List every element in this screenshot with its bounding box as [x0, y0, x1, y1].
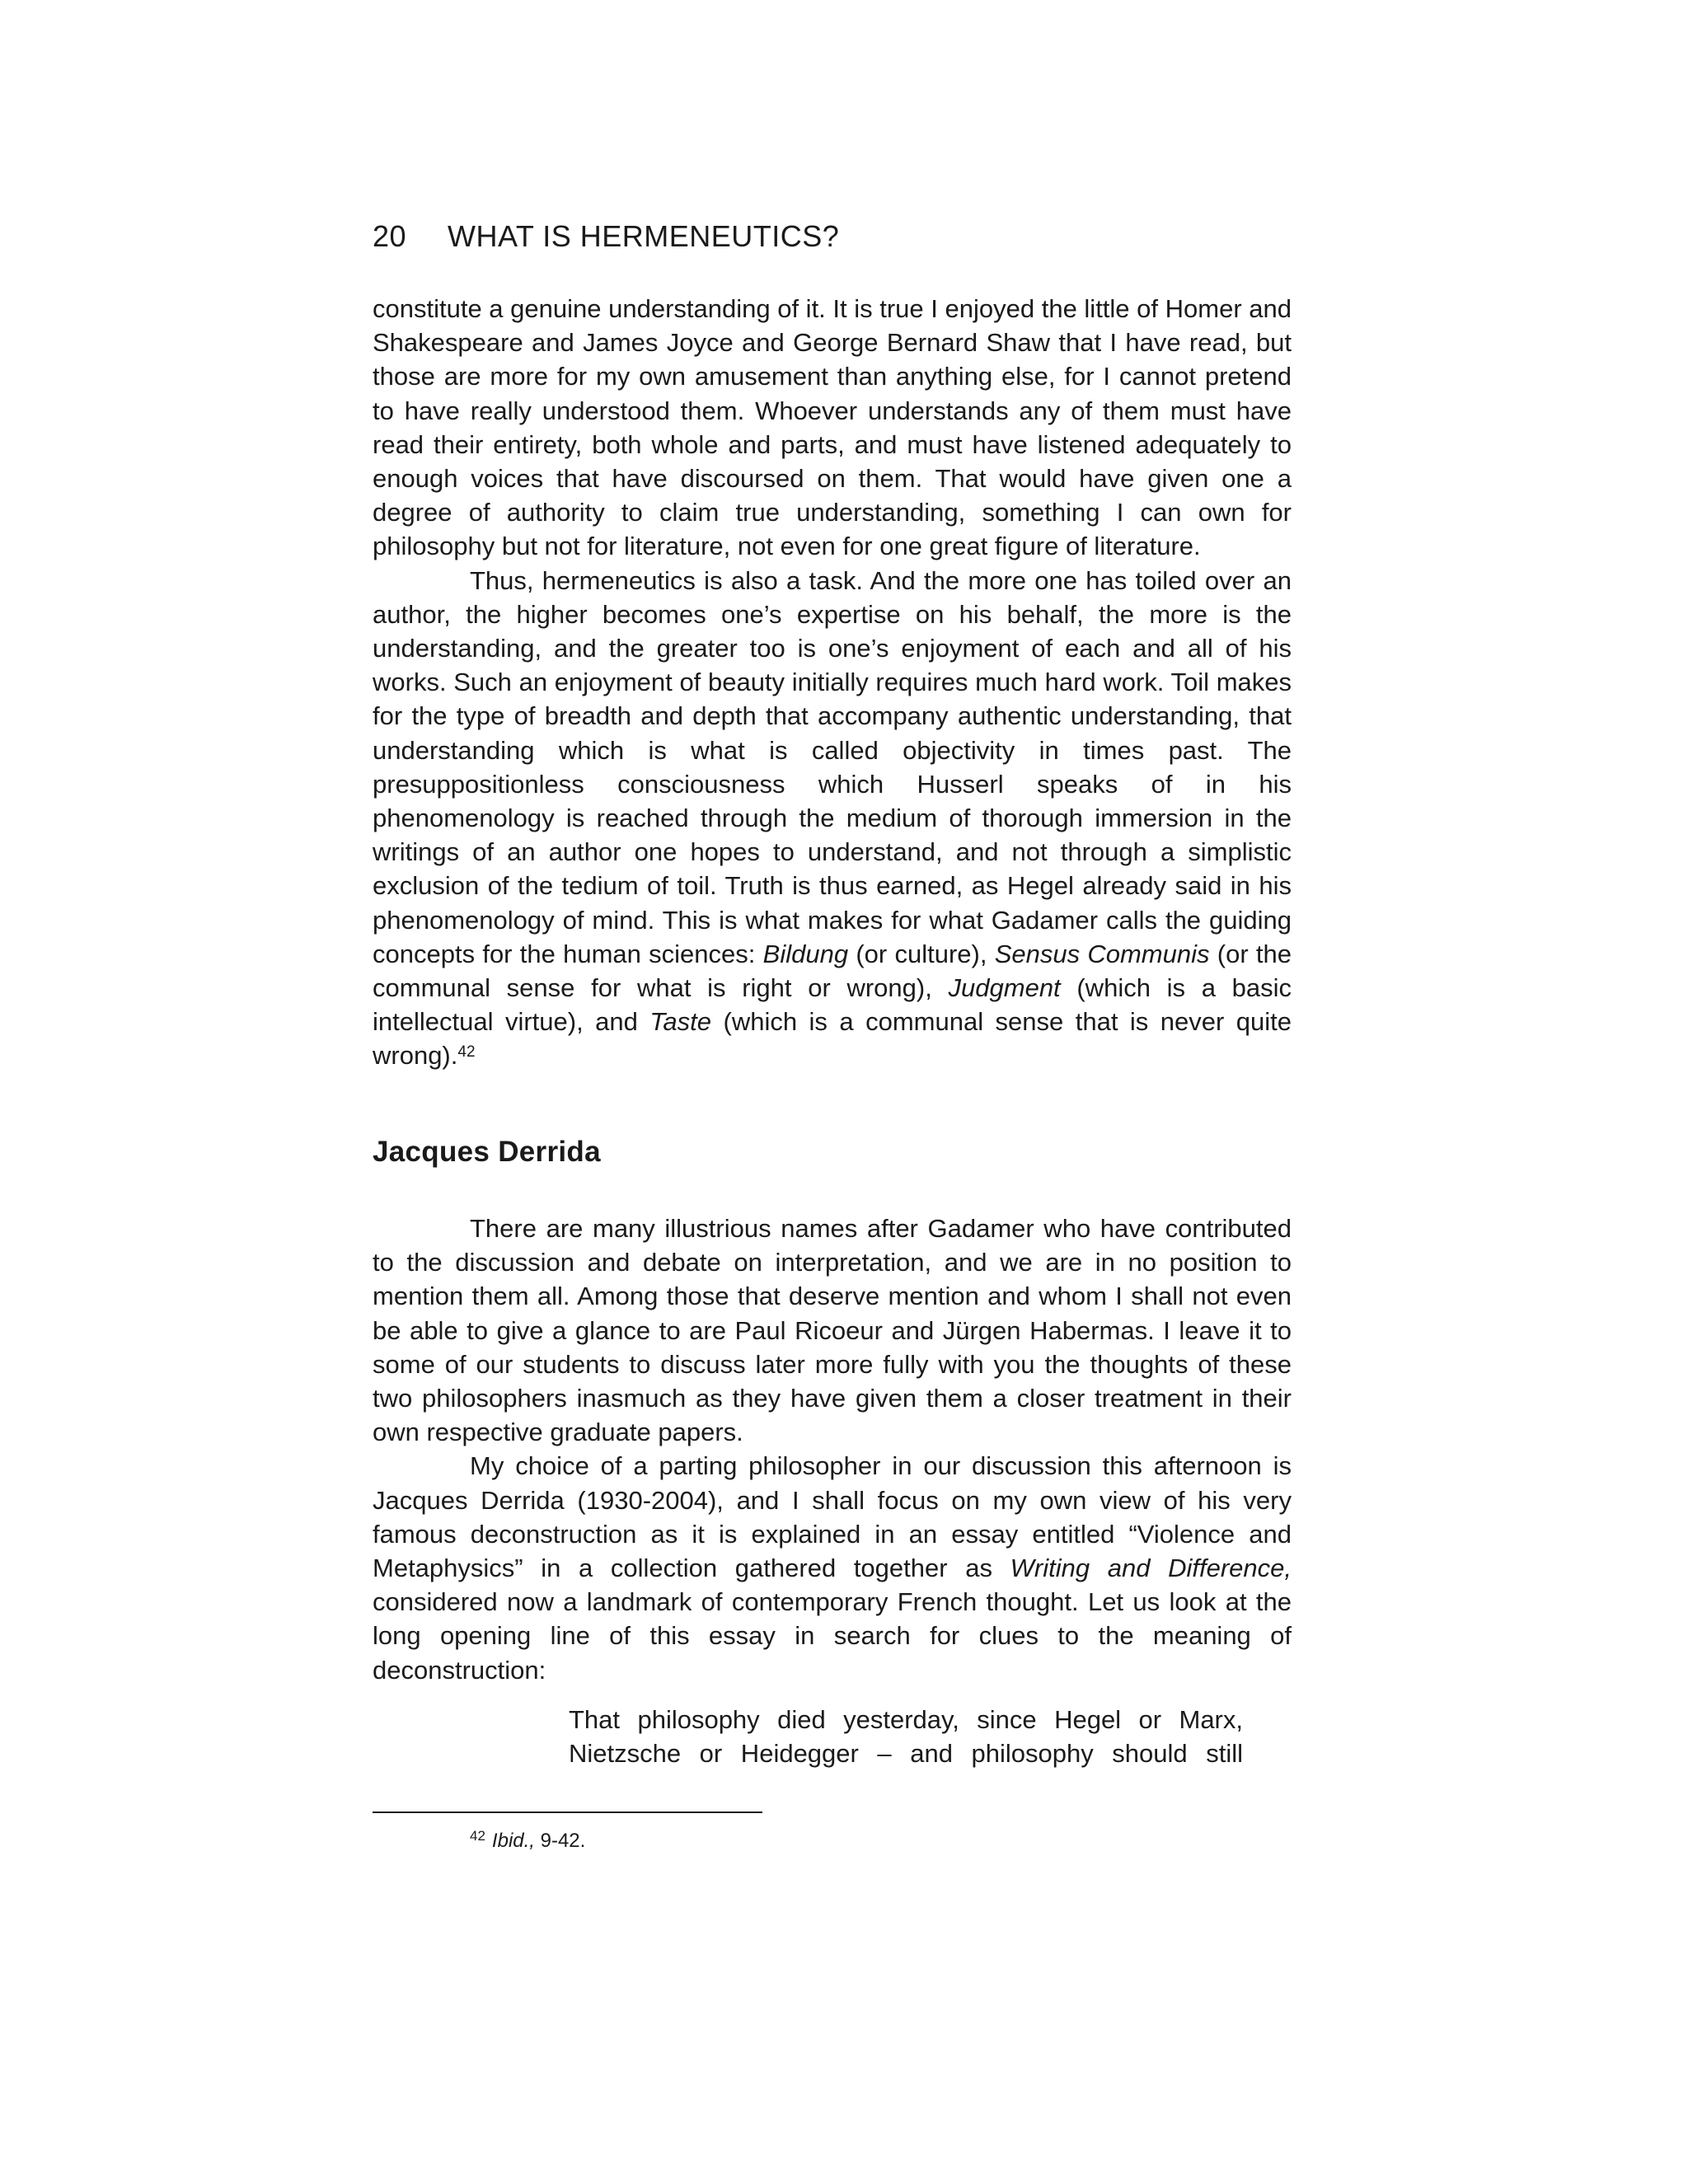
- paragraph-hermeneutics-task: [373, 564, 1292, 1073]
- paragraph-text: Thus, hermeneutics is also a task. And the more one has toiled over an author, the higher becomes one’s expertise on his behalf, the more is the understanding, and the greater too is one’s enjoyment of each and all of his works. Such an enjoyment of beauty initially requires much hard work. Toil makes for the type of breadth and depth that accompany authentic understanding, that understanding which is what is called objectivity in times past. The presuppositionless consciousness which Husserl speaks of in his phenomenology is reached through the medium of thorough immersion in the writings of an author one hopes to understand, and not through a simplistic exclusion of the tedium of toil. Truth is thus earned, as Hegel already said in his phenomenology of mind. This is what makes for what Gadamer calls the guiding concepts for the human sciences:: [373, 565, 1292, 968]
- body-text-derrida: [373, 1212, 1292, 1687]
- footnote-divider: [373, 1811, 762, 1813]
- paragraph-parting-philosopher: [373, 1449, 1292, 1686]
- quote-line: That philosophy died yesterday, since Hegel or Marx,: [569, 1705, 1243, 1734]
- footnote-source: Ibid.,: [491, 1830, 535, 1852]
- quote-line: Nietzsche or Heidegger – and philosophy should still: [569, 1739, 1243, 1769]
- paragraph-text: (which is a communal sense that is never quite wrong).: [373, 1007, 1292, 1071]
- book-title: Writing and Difference,: [1010, 1554, 1292, 1583]
- term-taste: Taste: [649, 1007, 712, 1037]
- page-number: 20: [373, 219, 407, 253]
- term-judgment: Judgment: [948, 973, 1061, 1003]
- paragraph-continued: constitute a genuine understanding of it. It is true I enjoyed the little of Homer and Shakespeare and James Joyce and George Bernard Shaw that I have read, but those are more for my own amusement than anything else, for I cannot pretend to have really understood them. Whoever understands any of them must have read their entirety, both whole and parts, and must have listened adequately to enough voices that have discoursed on them. That would have given one a degree of authority to claim true understanding, something I can own for philosophy but not for literature, not even for one great figure of literature.: [373, 294, 1292, 561]
- paragraph-illustrious-names: There are many illustrious names after Gadamer who have contributed to the discussion and debate on interpretation, and we are in no position to mention them all. Among those that deserve mention and whom I shall not even be able to give a glance to are Paul Ricoeur and Jürgen Habermas. I leave it to some of our students to discuss later more fully with you the thoughts of these two philosophers inasmuch as they have given them a closer treatment in their own respective graduate papers.: [373, 1214, 1292, 1447]
- term-sensus-communis: Sensus Communis: [994, 939, 1210, 968]
- block-quote: [569, 1703, 1243, 1770]
- footnote: [470, 1830, 585, 1853]
- section-heading: Jacques Derrida: [373, 1136, 601, 1168]
- paragraph-text: considered now a landmark of contemporary French thought. Let us look at the long opening line of this essay in search for clues to the meaning of deconstruction:: [373, 1587, 1292, 1685]
- running-header: [373, 219, 839, 254]
- footnote-pages: 9-42.: [534, 1830, 586, 1852]
- running-title: WHAT IS HERMENEUTICS?: [448, 219, 840, 253]
- footnote-number: 42: [470, 1828, 485, 1844]
- paragraph-text: (or culture),: [848, 939, 995, 968]
- footnote-reference[interactable]: 42: [457, 1043, 476, 1062]
- paragraph-text: My choice of a parting philosopher in our discussion this afternoon is Jacques Derrida (1930-2004), and I shall focus on my own view of his very famous deconstruction as it is explained in an essay entitled “Violence and Metaphysics” in a collection gathered together as: [373, 1451, 1292, 1583]
- paragraph-text: (or the communal sense for what is right or wrong),: [373, 939, 1292, 1003]
- paragraph-text: (which is a basic intellectual virtue), and: [373, 973, 1292, 1037]
- body-text-top: [373, 292, 1292, 1073]
- term-bildung: Bildung: [762, 939, 849, 968]
